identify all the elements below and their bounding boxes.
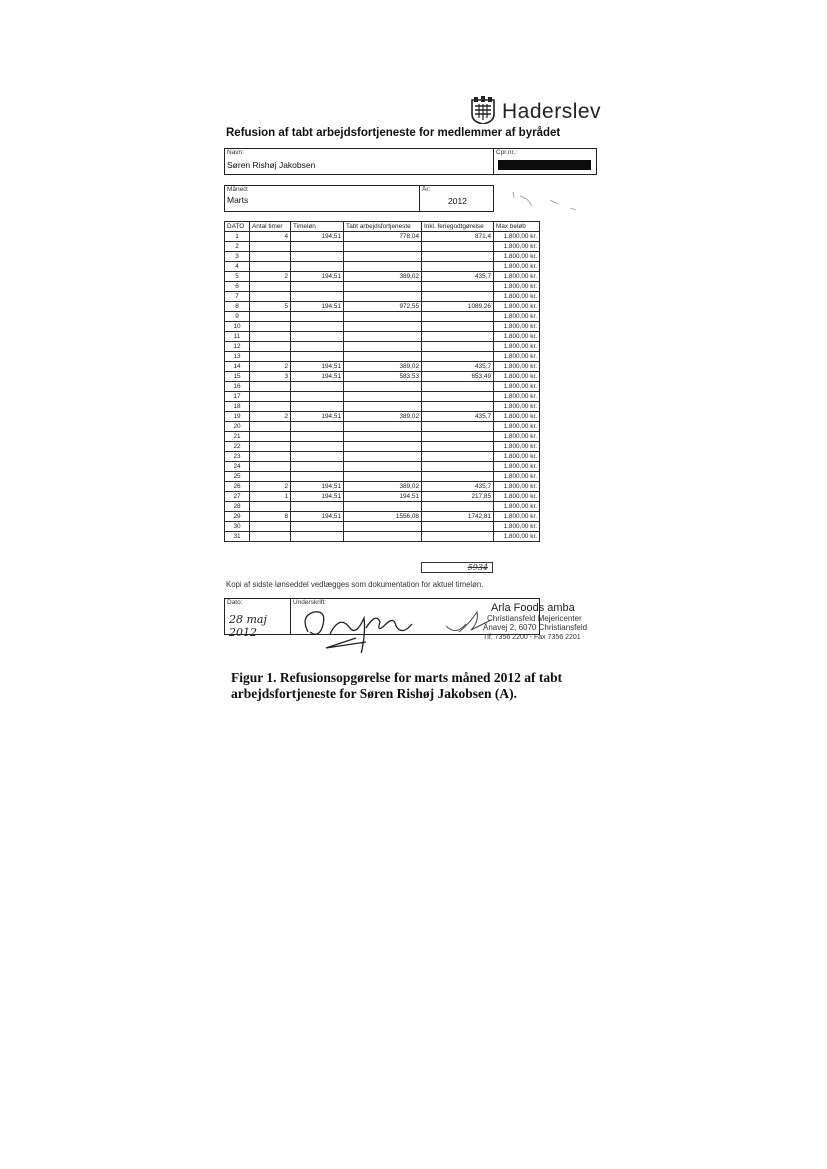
cell-timeloen xyxy=(291,312,344,322)
table-row xyxy=(225,492,540,502)
cell-antal-timer: 8 xyxy=(250,512,291,522)
cell-timeloen xyxy=(291,502,344,512)
cell-antal-timer: 2 xyxy=(250,272,291,282)
cell-inkl-feriegodtgoerelse xyxy=(422,462,494,472)
cell-timeloen xyxy=(291,442,344,452)
cell-antal-timer xyxy=(250,532,291,542)
cell-antal-timer xyxy=(250,382,291,392)
table-row xyxy=(225,372,540,382)
cell-tabt-arbejdsfortjeneste xyxy=(344,392,422,402)
navn-label: Navn: xyxy=(227,149,244,156)
cell-dato: 23 xyxy=(225,452,250,462)
table-header-row xyxy=(225,222,540,232)
cell-max-beloeb: 1.800,00 kr. xyxy=(494,532,540,542)
cell-dato: 21 xyxy=(225,432,250,442)
table-row xyxy=(225,332,540,342)
cell-inkl-feriegodtgoerelse xyxy=(422,292,494,302)
stamp-line-3: Ånavej 2, 6070 Christiansfeld xyxy=(483,623,588,632)
cell-antal-timer xyxy=(250,522,291,532)
table-row xyxy=(225,342,540,352)
table-row xyxy=(225,422,540,432)
total-handwritten: 5934 xyxy=(467,563,488,572)
cell-timeloen xyxy=(291,402,344,412)
cell-inkl-feriegodtgoerelse: 435,7 xyxy=(422,412,494,422)
cell-tabt-arbejdsfortjeneste xyxy=(344,322,422,332)
cell-timeloen xyxy=(291,422,344,432)
maaned-value: Marts xyxy=(227,195,249,205)
cell-inkl-feriegodtgoerelse: 1089,26 xyxy=(422,302,494,312)
stamp-line-4: Tlf. 7356 2200 - Fax 7356 2201 xyxy=(483,633,581,641)
dato-value-handwritten: 28 maj 2012 xyxy=(229,613,267,639)
cell-dato: 15 xyxy=(225,372,250,382)
cell-timeloen: 194,51 xyxy=(291,232,344,242)
cell-max-beloeb: 1.800,00 kr. xyxy=(494,422,540,432)
table-row xyxy=(225,272,540,282)
cell-timeloen xyxy=(291,252,344,262)
cell-inkl-feriegodtgoerelse xyxy=(422,392,494,402)
cell-inkl-feriegodtgoerelse: 871,4 xyxy=(422,232,494,242)
cell-timeloen xyxy=(291,532,344,542)
cell-inkl-feriegodtgoerelse xyxy=(422,332,494,342)
cell-tabt-arbejdsfortjeneste: 583,53 xyxy=(344,372,422,382)
cell-inkl-feriegodtgoerelse xyxy=(422,452,494,462)
cpr-label: Cpr.nr.: xyxy=(496,149,517,156)
table-row xyxy=(225,472,540,482)
cell-tabt-arbejdsfortjeneste xyxy=(344,432,422,442)
cell-max-beloeb: 1.800,00 kr. xyxy=(494,392,540,402)
cell-inkl-feriegodtgoerelse: 435,7 xyxy=(422,362,494,372)
total-box xyxy=(421,562,493,573)
cell-antal-timer: 1 xyxy=(250,492,291,502)
cell-dato: 27 xyxy=(225,492,250,502)
cell-timeloen: 194,51 xyxy=(291,492,344,502)
aar-label: År: xyxy=(422,186,431,193)
scan-mark xyxy=(510,188,590,218)
cell-antal-timer xyxy=(250,292,291,302)
cell-inkl-feriegodtgoerelse xyxy=(422,322,494,332)
cell-antal-timer xyxy=(250,462,291,472)
cell-dato: 19 xyxy=(225,412,250,422)
cell-dato: 10 xyxy=(225,322,250,332)
stamp-company: Arla Foods amba xyxy=(491,602,575,614)
cell-dato: 6 xyxy=(225,282,250,292)
cell-inkl-feriegodtgoerelse xyxy=(422,282,494,292)
cell-max-beloeb: 1.800,00 kr. xyxy=(494,262,540,272)
cell-max-beloeb: 1.800,00 kr. xyxy=(494,332,540,342)
underskrift-label: Underskrift: xyxy=(293,599,327,606)
cell-timeloen xyxy=(291,382,344,392)
cell-dato: 2 xyxy=(225,242,250,252)
cell-max-beloeb: 1.800,00 kr. xyxy=(494,482,540,492)
cell-max-beloeb: 1.800,00 kr. xyxy=(494,502,540,512)
cell-dato: 17 xyxy=(225,392,250,402)
cell-tabt-arbejdsfortjeneste xyxy=(344,312,422,322)
cell-dato: 18 xyxy=(225,402,250,412)
table-row xyxy=(225,482,540,492)
table-row xyxy=(225,532,540,542)
cell-inkl-feriegodtgoerelse xyxy=(422,382,494,392)
table-row xyxy=(225,392,540,402)
table-row xyxy=(225,262,540,272)
cell-dato: 1 xyxy=(225,232,250,242)
cell-tabt-arbejdsfortjeneste xyxy=(344,382,422,392)
signature-drawing xyxy=(296,598,476,653)
col-header-timeloen: Timeløn xyxy=(291,222,344,232)
cell-max-beloeb: 1.800,00 kr. xyxy=(494,252,540,262)
cell-tabt-arbejdsfortjeneste xyxy=(344,342,422,352)
cell-inkl-feriegodtgoerelse xyxy=(422,342,494,352)
cell-tabt-arbejdsfortjeneste: 389,02 xyxy=(344,272,422,282)
cell-tabt-arbejdsfortjeneste xyxy=(344,462,422,472)
cell-tabt-arbejdsfortjeneste xyxy=(344,532,422,542)
cell-tabt-arbejdsfortjeneste: 194,51 xyxy=(344,492,422,502)
cell-max-beloeb: 1.800,00 kr. xyxy=(494,512,540,522)
cell-max-beloeb: 1.800,00 kr. xyxy=(494,372,540,382)
cell-timeloen: 194,51 xyxy=(291,302,344,312)
cell-max-beloeb: 1.800,00 kr. xyxy=(494,412,540,422)
haderslev-logo xyxy=(470,97,601,127)
cell-dato: 9 xyxy=(225,312,250,322)
cell-max-beloeb: 1.800,00 kr. xyxy=(494,282,540,292)
cell-antal-timer xyxy=(250,322,291,332)
aar-value: 2012 xyxy=(448,196,467,206)
table-row xyxy=(225,252,540,262)
cell-dato: 26 xyxy=(225,482,250,492)
cell-inkl-feriegodtgoerelse xyxy=(422,472,494,482)
cell-tabt-arbejdsfortjeneste xyxy=(344,252,422,262)
refusion-table xyxy=(224,221,540,542)
cell-inkl-feriegodtgoerelse xyxy=(422,242,494,252)
cell-antal-timer xyxy=(250,472,291,482)
cell-antal-timer xyxy=(250,422,291,432)
cell-dato: 16 xyxy=(225,382,250,392)
cell-dato: 25 xyxy=(225,472,250,482)
cell-tabt-arbejdsfortjeneste xyxy=(344,332,422,342)
cell-timeloen xyxy=(291,392,344,402)
cell-max-beloeb: 1.800,00 kr. xyxy=(494,462,540,472)
cell-tabt-arbejdsfortjeneste: 972,55 xyxy=(344,302,422,312)
cell-timeloen xyxy=(291,472,344,482)
cell-antal-timer: 2 xyxy=(250,412,291,422)
cell-tabt-arbejdsfortjeneste xyxy=(344,442,422,452)
cell-inkl-feriegodtgoerelse xyxy=(422,432,494,442)
document-title: Refusion af tabt arbejdsfortjeneste for medlemmer af byrådet xyxy=(226,127,561,139)
cell-tabt-arbejdsfortjeneste: 389,02 xyxy=(344,412,422,422)
cell-timeloen xyxy=(291,332,344,342)
table-row xyxy=(225,522,540,532)
table-row xyxy=(225,232,540,242)
cell-tabt-arbejdsfortjeneste: 389,02 xyxy=(344,362,422,372)
cell-inkl-feriegodtgoerelse: 653,49 xyxy=(422,372,494,382)
cell-timeloen xyxy=(291,522,344,532)
cell-dato: 28 xyxy=(225,502,250,512)
cell-max-beloeb: 1.800,00 kr. xyxy=(494,322,540,332)
cell-max-beloeb: 1.800,00 kr. xyxy=(494,382,540,392)
cell-timeloen xyxy=(291,242,344,252)
cell-dato: 24 xyxy=(225,462,250,472)
cell-inkl-feriegodtgoerelse xyxy=(422,532,494,542)
table-row xyxy=(225,242,540,252)
cell-inkl-feriegodtgoerelse xyxy=(422,402,494,412)
cell-timeloen: 194,51 xyxy=(291,412,344,422)
cell-max-beloeb: 1.800,00 kr. xyxy=(494,242,540,252)
cell-dato: 30 xyxy=(225,522,250,532)
cell-tabt-arbejdsfortjeneste xyxy=(344,402,422,412)
table-row xyxy=(225,352,540,362)
cell-antal-timer: 2 xyxy=(250,362,291,372)
cell-antal-timer xyxy=(250,312,291,322)
cell-inkl-feriegodtgoerelse: 435,7 xyxy=(422,272,494,282)
cell-max-beloeb: 1.800,00 kr. xyxy=(494,362,540,372)
cell-max-beloeb: 1.800,00 kr. xyxy=(494,302,540,312)
cell-max-beloeb: 1.800,00 kr. xyxy=(494,492,540,502)
cell-tabt-arbejdsfortjeneste xyxy=(344,242,422,252)
cell-antal-timer: 3 xyxy=(250,372,291,382)
cell-dato: 14 xyxy=(225,362,250,372)
cell-max-beloeb: 1.800,00 kr. xyxy=(494,352,540,362)
cell-max-beloeb: 1.800,00 kr. xyxy=(494,402,540,412)
stamp-line-2: Christiansfeld Mejericenter xyxy=(487,613,582,623)
col-header-inkl-feriegodtgoerelse: Inkl. feriegodtgørelse xyxy=(422,222,494,232)
cell-antal-timer xyxy=(250,402,291,412)
cell-inkl-feriegodtgoerelse xyxy=(422,422,494,432)
cell-antal-timer xyxy=(250,242,291,252)
navn-field xyxy=(224,148,494,175)
cell-max-beloeb: 1.800,00 kr. xyxy=(494,272,540,282)
cell-inkl-feriegodtgoerelse xyxy=(422,502,494,512)
cell-max-beloeb: 1.800,00 kr. xyxy=(494,432,540,442)
cell-antal-timer xyxy=(250,442,291,452)
cell-tabt-arbejdsfortjeneste: 1556,08 xyxy=(344,512,422,522)
cell-max-beloeb: 1.800,00 kr. xyxy=(494,292,540,302)
cell-timeloen: 194,51 xyxy=(291,482,344,492)
cell-dato: 13 xyxy=(225,352,250,362)
cell-timeloen xyxy=(291,352,344,362)
cell-tabt-arbejdsfortjeneste: 389,02 xyxy=(344,482,422,492)
cell-antal-timer: 4 xyxy=(250,232,291,242)
table-row xyxy=(225,322,540,332)
cell-tabt-arbejdsfortjeneste: 778,04 xyxy=(344,232,422,242)
table-row xyxy=(225,412,540,422)
cpr-redaction xyxy=(498,160,591,170)
table-row xyxy=(225,312,540,322)
cell-antal-timer: 2 xyxy=(250,482,291,492)
maaned-label: Måned: xyxy=(227,186,249,193)
logo-text: Haderslev xyxy=(502,100,602,123)
cell-antal-timer xyxy=(250,452,291,462)
cell-antal-timer xyxy=(250,282,291,292)
cell-tabt-arbejdsfortjeneste xyxy=(344,472,422,482)
cell-inkl-feriegodtgoerelse xyxy=(422,522,494,532)
cell-dato: 20 xyxy=(225,422,250,432)
cell-timeloen: 194,51 xyxy=(291,272,344,282)
cell-antal-timer xyxy=(250,332,291,342)
castle-crest-icon xyxy=(470,96,502,129)
company-stamp xyxy=(483,604,587,642)
documentation-note: Kopi af sidste lønseddel vedlægges som dokumentation for aktuel timeløn. xyxy=(226,580,484,589)
stamp-initials-scribble xyxy=(455,606,495,636)
table-row xyxy=(225,382,540,392)
cell-timeloen xyxy=(291,432,344,442)
cell-max-beloeb: 1.800,00 kr. xyxy=(494,522,540,532)
cell-max-beloeb: 1.800,00 kr. xyxy=(494,442,540,452)
table-row xyxy=(225,452,540,462)
cell-antal-timer xyxy=(250,502,291,512)
cell-antal-timer xyxy=(250,262,291,272)
col-header-antal-timer: Antal timer xyxy=(250,222,291,232)
cell-dato: 3 xyxy=(225,252,250,262)
cell-tabt-arbejdsfortjeneste xyxy=(344,452,422,462)
cell-dato: 4 xyxy=(225,262,250,272)
maaned-field xyxy=(224,185,420,212)
cell-tabt-arbejdsfortjeneste xyxy=(344,502,422,512)
cell-dato: 11 xyxy=(225,332,250,342)
table-row xyxy=(225,432,540,442)
table-row xyxy=(225,442,540,452)
cell-tabt-arbejdsfortjeneste xyxy=(344,292,422,302)
cell-antal-timer xyxy=(250,352,291,362)
navn-value: Søren Rishøj Jakobsen xyxy=(227,160,316,170)
figure-caption: Figur 1. Refusionsopgørelse for marts måned 2012 af tabt arbejdsfortjeneste for Søren Rishøj Jakobsen (A). xyxy=(231,670,563,701)
cell-max-beloeb: 1.800,00 kr. xyxy=(494,342,540,352)
cell-inkl-feriegodtgoerelse: 217,85 xyxy=(422,492,494,502)
table-row xyxy=(225,302,540,312)
table-row xyxy=(225,292,540,302)
cell-dato: 12 xyxy=(225,342,250,352)
cell-timeloen xyxy=(291,322,344,332)
cell-tabt-arbejdsfortjeneste xyxy=(344,352,422,362)
cell-timeloen xyxy=(291,462,344,472)
cell-inkl-feriegodtgoerelse xyxy=(422,352,494,362)
cell-inkl-feriegodtgoerelse xyxy=(422,252,494,262)
cell-inkl-feriegodtgoerelse: 1742,81 xyxy=(422,512,494,522)
table-row xyxy=(225,502,540,512)
table-row xyxy=(225,402,540,412)
table-row xyxy=(225,282,540,292)
cell-timeloen: 194,51 xyxy=(291,362,344,372)
table-row xyxy=(225,362,540,372)
cell-dato: 29 xyxy=(225,512,250,522)
cell-max-beloeb: 1.800,00 kr. xyxy=(494,452,540,462)
cell-timeloen xyxy=(291,452,344,462)
cell-dato: 8 xyxy=(225,302,250,312)
cell-max-beloeb: 1.800,00 kr. xyxy=(494,312,540,322)
cell-timeloen xyxy=(291,262,344,272)
dato-field xyxy=(224,598,291,639)
cell-dato: 31 xyxy=(225,532,250,542)
cell-antal-timer: 5 xyxy=(250,302,291,312)
cell-tabt-arbejdsfortjeneste xyxy=(344,262,422,272)
cell-dato: 5 xyxy=(225,272,250,282)
cell-antal-timer xyxy=(250,392,291,402)
cell-timeloen: 194,51 xyxy=(291,512,344,522)
cell-inkl-feriegodtgoerelse xyxy=(422,262,494,272)
dato-label: Dato: xyxy=(227,599,243,606)
col-header-max-beloeb: Max beløb xyxy=(494,222,540,232)
cell-max-beloeb: 1.800,00 kr. xyxy=(494,232,540,242)
cell-timeloen: 194,51 xyxy=(291,372,344,382)
col-header-dato: DATO xyxy=(225,222,250,232)
cell-antal-timer xyxy=(250,342,291,352)
cell-dato: 22 xyxy=(225,442,250,452)
cell-tabt-arbejdsfortjeneste xyxy=(344,522,422,532)
cell-dato: 7 xyxy=(225,292,250,302)
cell-tabt-arbejdsfortjeneste xyxy=(344,282,422,292)
cell-antal-timer xyxy=(250,432,291,442)
cell-max-beloeb: 1.800,00 kr. xyxy=(494,472,540,482)
col-header-tabt-arbejdsfortjeneste: Tabt arbejdsfortjeneste xyxy=(344,222,422,232)
cell-timeloen xyxy=(291,282,344,292)
aar-field xyxy=(419,185,494,212)
cell-tabt-arbejdsfortjeneste xyxy=(344,422,422,432)
table-row xyxy=(225,462,540,472)
cell-inkl-feriegodtgoerelse xyxy=(422,312,494,322)
cell-timeloen xyxy=(291,292,344,302)
cell-antal-timer xyxy=(250,252,291,262)
table-row xyxy=(225,512,540,522)
cell-inkl-feriegodtgoerelse: 435,7 xyxy=(422,482,494,492)
cell-timeloen xyxy=(291,342,344,352)
cell-inkl-feriegodtgoerelse xyxy=(422,442,494,452)
